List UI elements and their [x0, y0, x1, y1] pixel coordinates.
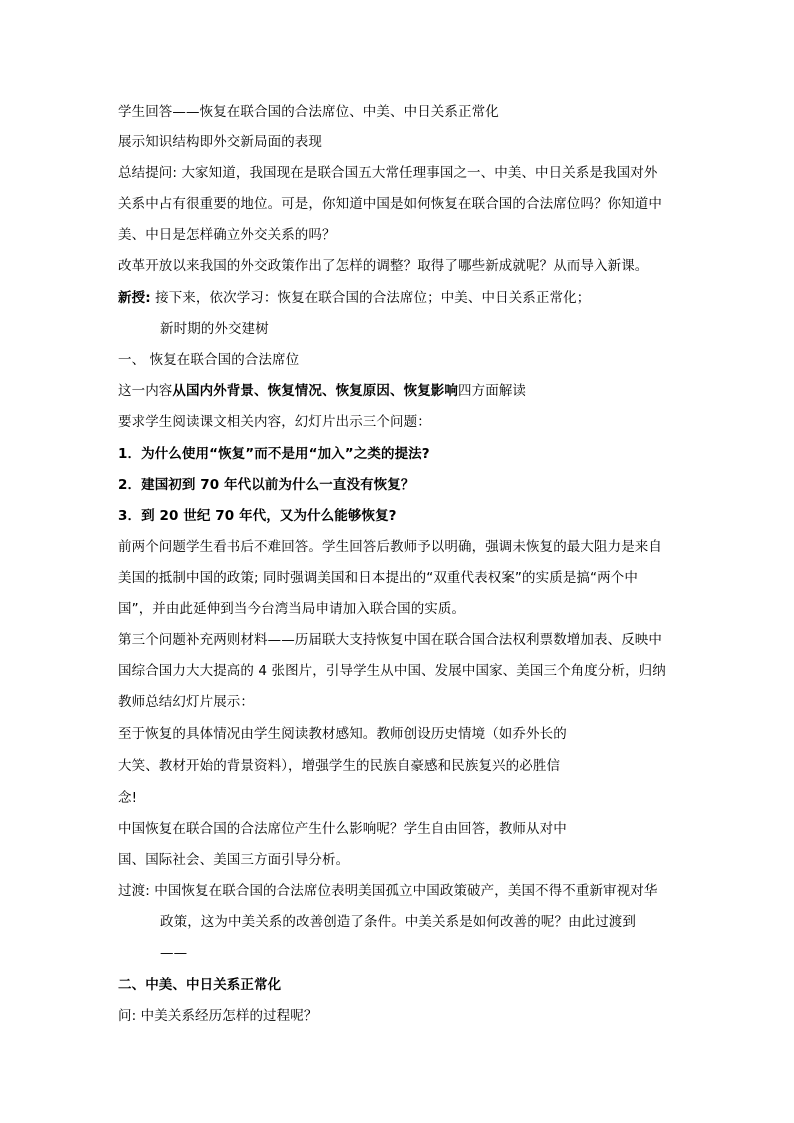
section-heading-2: 二、中美、中日关系正常化: [118, 977, 282, 993]
text-line-20: 教师总结幻灯片展示：: [118, 694, 254, 710]
text-line-17: 国”，并由此延伸到当今台湾当局申请加入联合国的实质。: [118, 601, 466, 617]
text-line-2: 展示知识结构即外交新局面的表现: [118, 134, 322, 150]
text-line-6: 改革开放以来我国的外交政策作出了怎样的调整？取得了哪些新成就呢？从而导入新课。: [118, 258, 649, 274]
text-line-8: 新时期的外交建树: [160, 321, 269, 337]
text-line-18: 第三个问题补充两则材料——历届联大支持恢复中国在联合国合法权利票数增加表、反映中: [118, 632, 662, 648]
text-line-23: 念!: [118, 790, 138, 806]
text-line-16: 美国的抵制中国的政策; 同时强调美国和日本提出的“双重代表权案”的实质是搞“两个中: [118, 570, 638, 586]
new-lesson-label: 新授:: [118, 290, 151, 306]
text-line-1: 学生回答——恢复在联合国的合法席位、中美、中日关系正常化: [118, 104, 499, 120]
text-line-22: 大笑、教材开始的背景资料），增强学生的民族自豪感和民族复兴的必胜信: [118, 758, 561, 774]
question-2: 2．建国初到 70 年代以前为什么一直没有恢复？: [118, 477, 415, 493]
text-line-4: 关系中占有很重要的地位。可是，你知道中国是如何恢复在联合国的合法席位吗？你知道中: [118, 196, 662, 212]
new-lesson-line: [118, 289, 590, 307]
text-line-24: 中国恢复在联合国的合法席位产生什么影响呢？学生自由回答，教师从对中: [118, 821, 567, 837]
new-lesson-text: 接下来，依次学习：恢复在联合国的合法席位；中美、中日关系正常化；: [155, 290, 591, 306]
transition-continuation: 政策，这为中美关系的改善创造了条件。中美关系是如何改善的呢？由此过渡到: [160, 914, 636, 930]
text-line-21: 至于恢复的具体情况由学生阅读教材感知。教师创设历史情境（如乔外长的: [118, 726, 567, 742]
text-line-3: 总结提问: 大家知道，我国现在是联合国五大常任理事国之一、中美、中日关系是我国对外: [118, 165, 658, 181]
text-line-15: 前两个问题学生看书后不难回答。学生回答后教师予以明确，强调未恢复的最大阻力是来自: [118, 539, 662, 555]
text-line-5: 美、中日是怎样确立外交关系的吗？: [118, 227, 336, 243]
text-line-30: 问: 中美关系经历怎样的过程呢？: [118, 1008, 318, 1024]
transition-dash: ——: [160, 945, 188, 961]
content-intro-text: 这一内容: [118, 383, 173, 399]
question-3: 3．到 20 世纪 70 年代，又为什么能够恢复?: [118, 508, 397, 524]
text-line-11: 要求学生阅读课文相关内容，幻灯片出示三个问题：: [118, 414, 431, 430]
question-1: 1．为什么使用“恢复”而不是用“加入”之类的提法?: [118, 446, 430, 462]
text-line-25: 国、国际社会、美国三方面引导分析。: [118, 852, 350, 868]
text-line-19: 国综合国力大大提高的 4 张图片，引导学生从中国、发展中国家、美国三个角度分析，归纳: [118, 663, 666, 679]
content-bold-text: 从国内外背景、恢复情况、恢复原因、恢复影响: [172, 383, 459, 399]
transition-line: 过渡: 中国恢复在联合国的合法席位表明美国孤立中国政策破产，美国不得不重新审视对华: [118, 883, 658, 899]
section-heading-1: 一、 恢复在联合国的合法席位: [118, 352, 300, 368]
content-intro-line: [118, 382, 526, 400]
content-tail-text: 四方面解读: [458, 383, 527, 399]
